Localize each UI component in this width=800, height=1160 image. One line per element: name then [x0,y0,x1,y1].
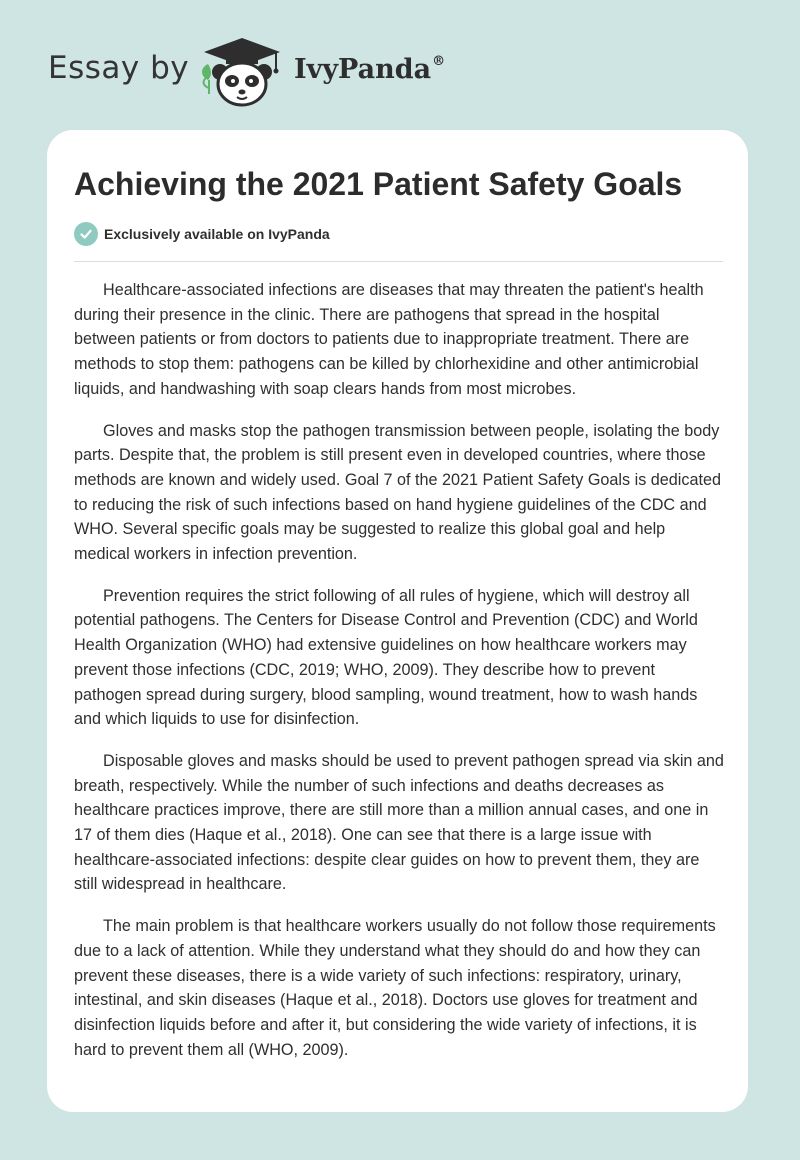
page-title: Achieving the 2021 Patient Safety Goals [74,166,683,202]
check-icon [74,222,98,246]
essay-body [74,278,724,1079]
paragraph: Prevention requires the strict following of all rules of hygiene, which will destroy all potential pathogens. The Centers for Disease Control and Prevention (CDC) and World Health Organization (WHO) had extensive guidelines on how healthcare workers may prevent those infections (CDC, 2019; WHO, 2009). They describe how to prevent pathogen spread during surgery, blood sampling, wound treatment, how to wash hands and which liquids to use for disinfection. [74,586,698,729]
essay-card [47,130,748,1112]
site-header [0,0,800,120]
badge-label: Exclusively available on IvyPanda [104,226,330,242]
divider [74,261,723,262]
paragraph: Healthcare-associated infections are diseases that may threaten the patient's health during their presence in the clinic. There are pathogens that spread in the hospital between patients or from doctors to patients due to inappropriate treatment. There are methods to stop them: pathogens can be killed by chlorhexidine and other antimicrobial liquids, and handwashing with soap clears hands from most microbes. [74,281,704,398]
paragraph: The main problem is that healthcare workers usually do not follow those requirements due to a lack of attention. While they understand what they should do and how they can prevent these diseases, there is a wide variety of such infections: respiratory, urinary, intestinal, and skin diseases (Haque et al., 2018). Doctors use gloves for treatment and disinfection liquids before and after it, but considering the wide variety of infections, it is hard to prevent them all (WHO, 2009). [74,917,716,1059]
panda-graduate-logo[interactable] [196,36,288,108]
registered-mark: ® [432,54,446,69]
brand-name[interactable]: IvyPanda® [294,54,446,85]
paragraph: Gloves and masks stop the pathogen transmission between people, isolating the body parts. Despite that, the problem is still present even in developed countries, where those methods are known and widely used. Goal 7 of the 2021 Patient Safety Goals is dedicated to reducing the risk of such infections based on hand hygiene guidelines of the CDC and WHO. Several specific goals may be suggested to realize this global goal and help medical workers in infection prevention. [74,421,722,564]
paragraph: Disposable gloves and masks should be used to prevent pathogen spread via skin and breath, respectively. While the number of such infections and deaths decreases as healthcare practices improve, there are still more than a million annual cases, and one in 17 of them dies (Haque et al., 2018). One can see that there is a large issue with healthcare-associated infections: despite clear guides on how to prevent them, they are still widespread in healthcare. [74,751,724,894]
essay-by-label: Essay by [48,50,190,86]
exclusive-badge [74,222,330,246]
leaf-icon [202,64,211,80]
